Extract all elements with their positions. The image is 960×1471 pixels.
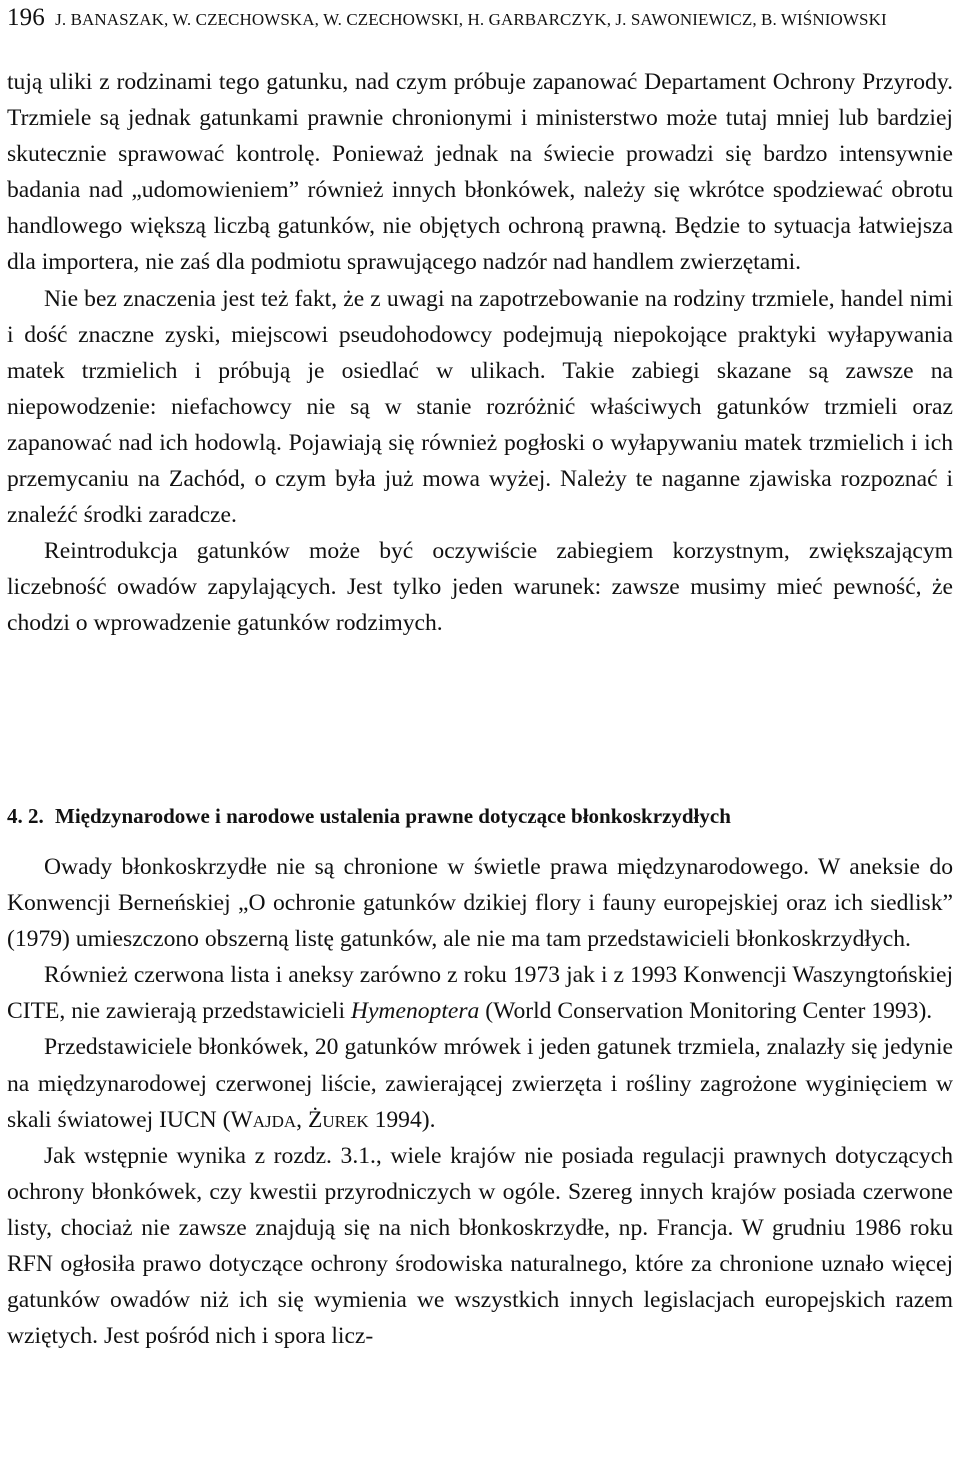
citation-author: Wajda [230,1106,297,1133]
paragraph: Owady błonkoskrzydłe nie są chronione w świetle prawa międzynarodowego. W aneksie do Konwencji Berneńskiej „O ochronie gatunków dzikiej flory i fauny europejskiej oraz ich siedlisk” (1979) umieszczono obszerną listę gatunków, ale nie ma tam przedstawicieli błonkoskrzydłych. [7,854,953,953]
paragraph [7,1029,953,1137]
body-text-bottom [7,849,953,1354]
paragraph: tują uliki z rodzinami tego gatunku, nad czym próbuje zapanować Departament Ochrony Przyrody. Trzmiele są jednak gatunkami prawnie chronionymi i ministerstwo może tutaj mniej lub bardziej skutecznie sprawować kontrolę. Ponieważ jednak na świecie prowadzi się bardzo intensywnie badania nad „udomowieniem” również innych błonkówek, należy się wkrótce spodziewać obrotu handlowego większą liczbą gatunków, nie objętych ochroną prawną. Będzie to sytuacja łatwiejsza dla importera, nie zaś dla podmiotu sprawującego nadzór nad handlem zwierzętami. [7,69,953,276]
paragraph: Reintrodukcja gatunków może być oczywiście zabiegiem korzystnym, zwiększającym liczebność owadów zapylających. Jest tylko jeden warunek: zawsze musimy mieć pewność, że chodzi o wprowadzenie gatunków rodzimych. [7,538,953,637]
running-header [7,4,887,32]
section-heading [7,800,953,832]
paragraph-text: , [296,1106,308,1133]
section-number: 4. 2. [7,804,44,828]
paragraph: Jak wstępnie wynika z rozdz. 3.1., wiele krajów nie posiada regulacji prawnych dotyczących ochrony błonkówek, czy kwestii przyrodniczych w ogóle. Szereg innych krajów posiada czerwone listy, chociaż nie zawsze znajdują się na nich błonkoskrzydłe, np. Francja. W grudniu 1986 roku RFN ogłosiła prawo dotyczące ochrony środowiska naturalnego, które za chronione uznało więcej gatunków owadów niż ich się wymienia we wszystkich innych legislacjach europejskich razem wziętych. Jest pośród nich i spora licz- [7,1142,953,1350]
taxon-name: Hymenoptera [350,998,480,1025]
paragraph: Nie bez znaczenia jest też fakt, że z uwagi na zapotrzebowanie na rodziny trzmiele, handel nimi i dość znaczne zyski, miejscowi pseudohodowcy podejmują niepokojące praktyki wyłapywania matek trzmielich i próbują je osiedlać w ulikach. Takie zabiegi skazane są zawsze na niepowodzenie: niefachowcy nie są w stanie rozróżnić właściwych gatunków trzmieli oraz zapanować nad ich hodowlą. Pojawiają się również pogłoski o wyłapywaniu matek trzmielich i ich przemycaniu na Zachód, o czym była już mowa wyżej. Należy te naganne zjawiska rozpoznać i znaleźć środki zaradcze. [7,285,953,529]
body-text-top [7,64,953,642]
paragraph-text: Przedstawiciele błonkówek, 20 gatunków mrówek i jeden gatunek trzmiela, znalazły się jedynie na międzynarodowej czerwonej liście, zawierającej zwierzęta i rośliny zagrożone wyginięciem w skali światowej IUCN ( [7,1034,953,1133]
citation-author: Żurek [307,1106,369,1133]
running-header-authors: J. BANASZAK, W. CZECHOWSKA, W. CZECHOWSKI, H. GARBARCZYK, J. SAWONIEWICZ, B. WIŚNIOWSKI [55,10,887,29]
section-title: Międzynarodowe i narodowe ustalenia prawne dotyczące błonkoskrzydłych [55,804,731,828]
paragraph-text: (World Conservation Monitoring Center 1993). [479,998,933,1025]
paragraph-text: Również czerwona lista i aneksy zarówno z roku 1973 jak i z 1993 Konwencji Waszyngtońskiej CITE, nie zawierają przedstawicieli [7,962,953,1025]
paragraph-text: 1994). [368,1106,436,1133]
paragraph [7,957,953,1029]
page-number: 196 [7,4,45,31]
